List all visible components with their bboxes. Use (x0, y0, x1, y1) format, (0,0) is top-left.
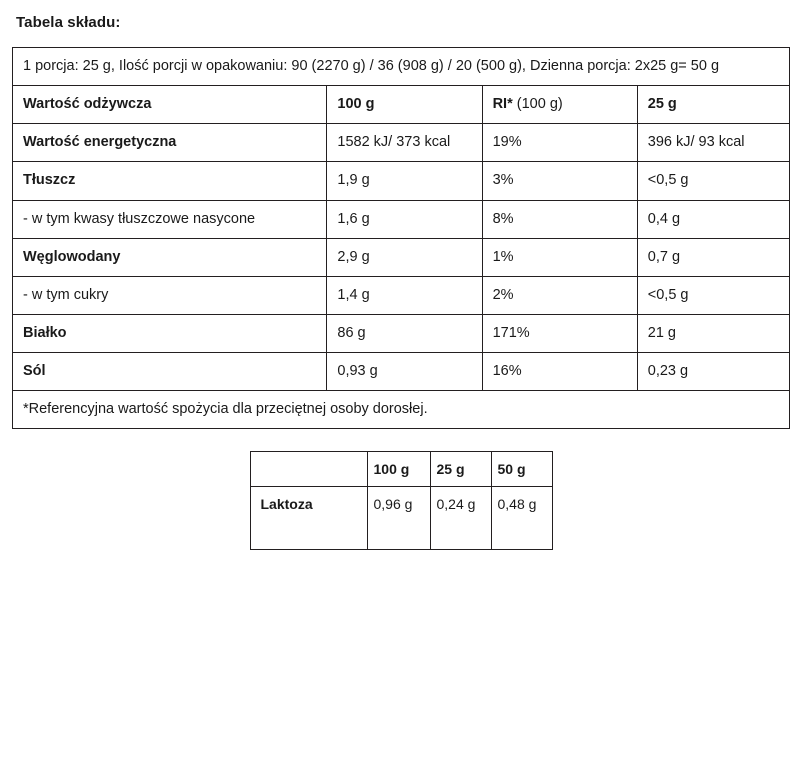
lactose-table (250, 451, 553, 550)
row-value-25g: 0,23 g (637, 353, 789, 391)
row-label: Sól (13, 353, 327, 391)
header-nutrient: Wartość odżywcza (13, 86, 327, 124)
row-label: Białko (13, 314, 327, 352)
header-ri (482, 86, 637, 124)
table-row (13, 314, 790, 352)
table-row (13, 200, 790, 238)
row-label: - w tym cukry (13, 276, 327, 314)
page-title: Tabela składu: (16, 14, 121, 31)
row-value-ri: 1% (482, 238, 637, 276)
table-row (13, 124, 790, 162)
row-value-100g: 86 g (327, 314, 482, 352)
row-value-100g: 1582 kJ/ 373 kcal (327, 124, 482, 162)
row-value-100g: 1,4 g (327, 276, 482, 314)
header-ri-basis: (100 g) (512, 96, 563, 113)
row-value-25g: <0,5 g (637, 276, 789, 314)
table-header-row (13, 86, 790, 124)
row-label: Węglowodany (13, 238, 327, 276)
lactose-header-100g: 100 g (367, 452, 430, 487)
footnote-row (13, 391, 790, 429)
lactose-value-100g: 0,96 g (367, 487, 430, 550)
row-value-25g: <0,5 g (637, 162, 789, 200)
row-value-ri: 8% (482, 200, 637, 238)
row-value-100g: 1,9 g (327, 162, 482, 200)
nutrition-table (12, 47, 790, 429)
row-value-ri: 16% (482, 353, 637, 391)
header-per-25g: 25 g (637, 86, 789, 124)
serving-info-cell: 1 porcja: 25 g, Ilość porcji w opakowaniu: 90 (2270 g) / 36 (908 g) / 20 (500 g), Dzienna porcja: 2x25 g= 50 g (13, 48, 790, 86)
row-value-25g: 0,4 g (637, 200, 789, 238)
row-value-25g: 396 kJ/ 93 kcal (637, 124, 789, 162)
nutrition-table-container (0, 31, 802, 429)
header-per-100g: 100 g (327, 86, 482, 124)
lactose-value-50g: 0,48 g (491, 487, 552, 550)
row-value-100g: 1,6 g (327, 200, 482, 238)
lactose-table-container (0, 451, 802, 550)
table-row (13, 162, 790, 200)
lactose-header-row (250, 452, 552, 487)
row-value-ri: 171% (482, 314, 637, 352)
row-value-25g: 21 g (637, 314, 789, 352)
header-ri-label: RI* (492, 96, 513, 113)
row-label: Wartość energetyczna (13, 124, 327, 162)
row-label: - w tym kwasy tłuszczowe nasycone (13, 200, 327, 238)
lactose-data-row (250, 487, 552, 550)
row-value-100g: 0,93 g (327, 353, 482, 391)
lactose-header-blank (250, 452, 367, 487)
row-value-25g: 0,7 g (637, 238, 789, 276)
row-value-ri: 19% (482, 124, 637, 162)
row-value-100g: 2,9 g (327, 238, 482, 276)
lactose-header-25g: 25 g (430, 452, 491, 487)
serving-info-row (13, 48, 790, 86)
table-row (13, 276, 790, 314)
footnote-text: *Referencyjna wartość spożycia dla przeciętnej osoby dorosłej. (13, 391, 790, 429)
row-value-ri: 3% (482, 162, 637, 200)
table-row (13, 238, 790, 276)
row-value-ri: 2% (482, 276, 637, 314)
lactose-header-50g: 50 g (491, 452, 552, 487)
row-label: Tłuszcz (13, 162, 327, 200)
table-row (13, 353, 790, 391)
lactose-row-label: Laktoza (250, 487, 367, 550)
lactose-value-25g: 0,24 g (430, 487, 491, 550)
